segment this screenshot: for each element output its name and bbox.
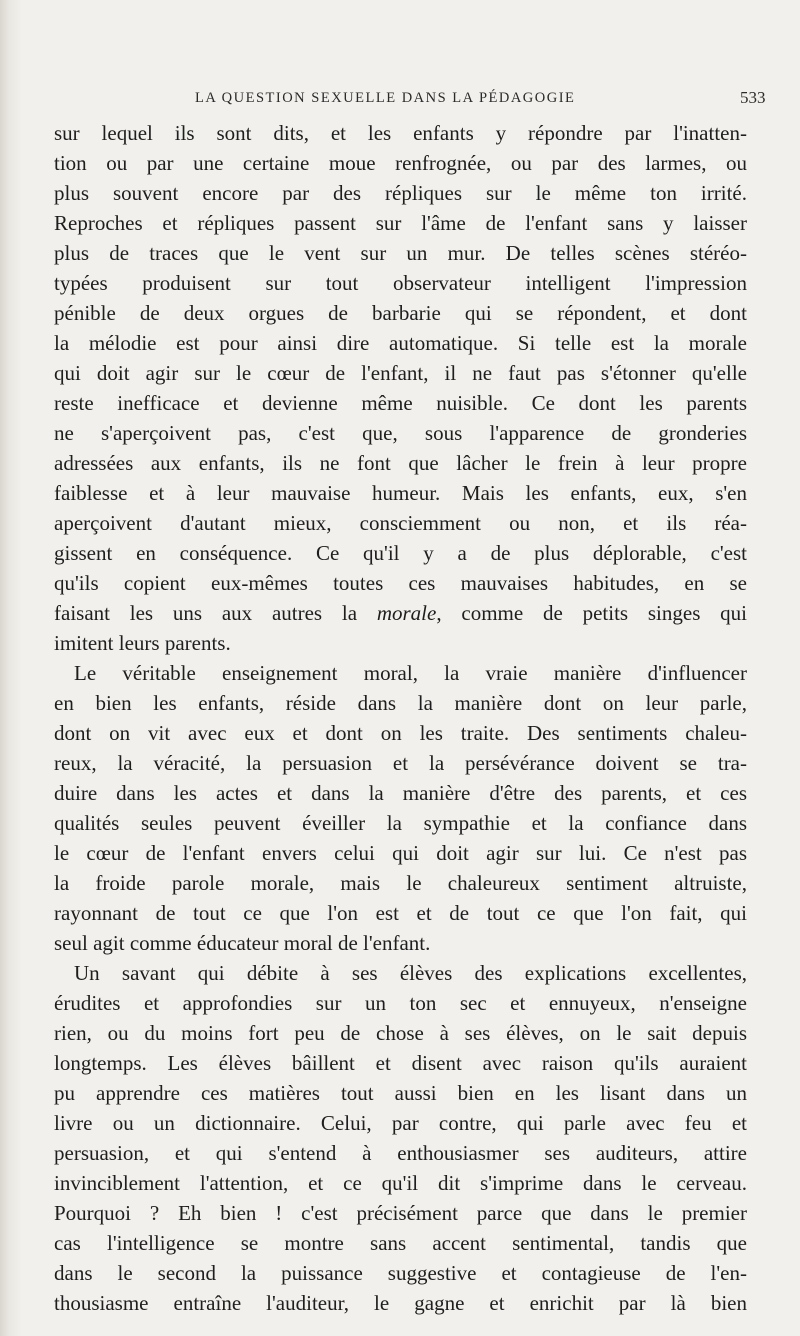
text-line-last: imitent leurs parents. bbox=[54, 631, 231, 655]
text-line: livre ou un dictionnaire. Celui, par contre, qui parle avec feu et bbox=[54, 1111, 747, 1135]
text-line: qui doit agir sur le cœur de l'enfant, il ne faut pas s'étonner qu'elle bbox=[54, 361, 747, 385]
text-line: rayonnant de tout ce que l'on est et de tout ce que l'on fait, qui bbox=[54, 901, 747, 925]
text-line: la mélodie est pour ainsi dire automatique. Si telle est la morale bbox=[54, 331, 747, 355]
text-line: sur lequel ils sont dits, et les enfants y répondre par l'inatten- bbox=[54, 121, 747, 145]
text-line: reux, la véracité, la persuasion et la persévérance doivent se tra- bbox=[54, 751, 747, 775]
text-line: thousiasme entraîne l'auditeur, le gagne et enrichit par là bien bbox=[54, 1291, 747, 1315]
text-line-last: seul agit comme éducateur moral de l'enfant. bbox=[54, 931, 431, 955]
text-line: dont on vit avec eux et dont on les traite. Des sentiments chaleu- bbox=[54, 721, 747, 745]
text-line: tion ou par une certaine moue renfrognée, ou par des larmes, ou bbox=[54, 151, 747, 175]
text-line-first: Un savant qui débite à ses élèves des explications excellentes, bbox=[74, 961, 747, 985]
text-line: pénible de deux orgues de barbarie qui se répondent, et dont bbox=[54, 301, 747, 325]
text-line: adressées aux enfants, ils ne font que lâcher le frein à leur propre bbox=[54, 451, 747, 475]
text-line: invinciblement l'attention, et ce qu'il dit s'imprime dans le cerveau. bbox=[54, 1171, 747, 1195]
text-line: duire dans les actes et dans la manière d'être des parents, et ces bbox=[54, 781, 747, 805]
text-line: en bien les enfants, réside dans la manière dont on leur parle, bbox=[54, 691, 747, 715]
text-line: Pourquoi ? Eh bien ! c'est précisément parce que dans le premier bbox=[54, 1201, 747, 1225]
text-line: le cœur de l'enfant envers celui qui doit agir sur lui. Ce n'est pas bbox=[54, 841, 747, 865]
text-line-first: Le véritable enseignement moral, la vraie manière d'influencer bbox=[74, 661, 747, 685]
text-line: qualités seules peuvent éveiller la sympathie et la confiance dans bbox=[54, 811, 747, 835]
text-line: cas l'intelligence se montre sans accent sentimental, tandis que bbox=[54, 1231, 747, 1255]
text-line: ne s'aperçoivent pas, c'est que, sous l'apparence de gronderies bbox=[54, 421, 747, 445]
text-line: persuasion, et qui s'entend à enthousiasmer ses auditeurs, attire bbox=[54, 1141, 747, 1165]
text-line: rien, ou du moins fort peu de chose à ses élèves, on le sait depuis bbox=[54, 1021, 747, 1045]
italic-word: morale bbox=[376, 601, 437, 625]
text-run: , comme de petits singes qui bbox=[436, 601, 747, 625]
text-line: gissent en conséquence. Ce qu'il y a de plus déplorable, c'est bbox=[54, 541, 747, 565]
text-line: qu'ils copient eux-mêmes toutes ces mauvaises habitudes, en se bbox=[54, 571, 747, 595]
text-line: reste inefficace et devienne même nuisible. Ce dont les parents bbox=[54, 391, 747, 415]
running-head bbox=[0, 90, 800, 114]
text-line: pu apprendre ces matières tout aussi bien en les lisant dans un bbox=[54, 1081, 747, 1105]
text-line: plus de traces que le vent sur un mur. De telles scènes stéréo- bbox=[54, 241, 747, 265]
text-line: aperçoivent d'autant mieux, consciemment ou non, et ils réa- bbox=[54, 511, 747, 535]
text-line: la froide parole morale, mais le chaleureux sentiment altruiste, bbox=[54, 871, 747, 895]
text-run: faisant les uns aux autres la bbox=[54, 601, 377, 625]
text-line: faiblesse et à leur mauvaise humeur. Mais les enfants, eux, s'en bbox=[54, 481, 747, 505]
text-line: typées produisent sur tout observateur intelligent l'impression bbox=[54, 271, 747, 295]
text-line: dans le second la puissance suggestive et contagieuse de l'en- bbox=[54, 1261, 747, 1285]
text-line: plus souvent encore par des répliques sur le même ton irrité. bbox=[54, 181, 747, 205]
text-line: Reproches et répliques passent sur l'âme de l'enfant sans y laisser bbox=[54, 211, 747, 235]
running-title: LA QUESTION SEXUELLE DANS LA PÉDAGOGIE bbox=[195, 90, 576, 106]
text-line bbox=[54, 598, 747, 628]
page-number: 533 bbox=[740, 88, 766, 107]
text-line: longtemps. Les élèves bâillent et disent avec raison qu'ils auraient bbox=[54, 1051, 747, 1075]
text-line: érudites et approfondies sur un ton sec et ennuyeux, n'enseigne bbox=[54, 991, 747, 1015]
